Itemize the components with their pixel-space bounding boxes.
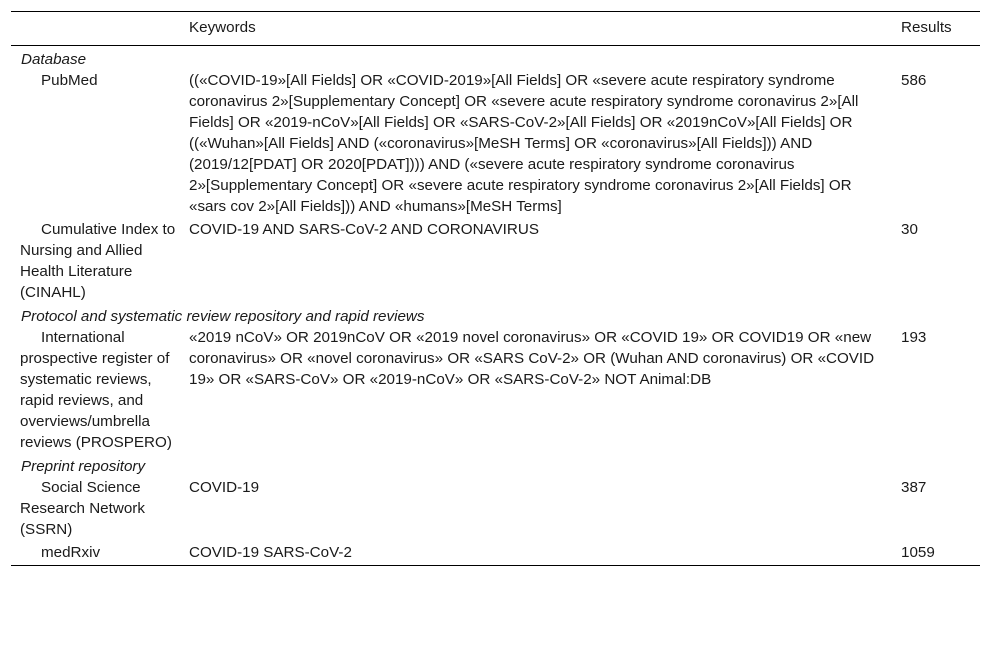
- table-header: [11, 12, 980, 46]
- keywords-cell: «2019 nCoV» OR 2019nCoV OR «2019 novel coronavirus» OR «COVID 19» OR COVID19 OR «new coronavirus» OR «novel coronavirus» OR «SARS CoV-2» OR (Wuhan AND coronavirus) OR «COVID 19» OR «SARS-CoV» OR «2019-nCoV» OR «SARS-CoV-2» NOT Animal:DB: [189, 329, 875, 388]
- results-cell: 586: [901, 72, 927, 89]
- table-row-cinahl: [11, 219, 980, 305]
- section-title: Database: [21, 51, 87, 68]
- search-strategy-table-container: [11, 11, 980, 566]
- keywords-cell: COVID-19 AND SARS-CoV-2 AND CORONAVIRUS: [189, 221, 539, 238]
- results-cell: 1059: [901, 542, 980, 566]
- results-cell: 387: [901, 479, 927, 496]
- source-cell: Cumulative Index to Nursing and Allied Health Literature (CINAHL): [20, 221, 176, 301]
- keywords-cell: COVID-19 SARS-CoV-2: [189, 542, 901, 566]
- table-body: [11, 46, 980, 566]
- header-keywords: Keywords: [189, 12, 901, 46]
- section-title: Protocol and systematic review repository and rapid reviews: [21, 308, 425, 325]
- header-results: Results: [901, 12, 980, 46]
- table-row-pubmed: [11, 70, 980, 219]
- header-row: [11, 12, 980, 46]
- section-row-database: [11, 46, 980, 71]
- keywords-cell: ((«COVID-19»[All Fields] OR «COVID-2019»[All Fields] OR «severe acute respiratory syndrome coronavirus 2»[Supplementary Concept] OR «severe acute respiratory syndrome coronavirus 2»[All Fields] OR «2019-nCoV»[All Fields] OR «SARS-CoV-2»[All Fields] OR «2019nCoV»[All Fields] OR ((«Wuhan»[All Fields] AND («coronavirus»[MeSH Terms] OR «coronavirus»[All Fields])) AND (2019/12[PDAT] OR 2020[PDAT]))) AND («severe acute respiratory syndrome coronavirus 2»[Supplementary Concept] OR «severe acute respiratory syndrome coronavirus 2»[All Fields] OR «sars cov 2»[All Fields])) AND «humans»[MeSH Terms]: [189, 72, 859, 215]
- source-cell: medRxiv: [11, 542, 189, 566]
- section-row-preprint: [11, 455, 980, 477]
- keywords-cell: COVID-19: [189, 479, 260, 496]
- header-source: [11, 12, 189, 46]
- source-cell: Social Science Research Network (SSRN): [20, 479, 145, 538]
- table-row-prospero: [11, 327, 980, 455]
- source-cell: International prospective register of systematic reviews, rapid reviews, and overviews/umbrella reviews (PROSPERO): [20, 329, 172, 451]
- results-cell: 30: [901, 221, 918, 238]
- table-row-medrxiv: [11, 542, 980, 566]
- search-strategy-table: [11, 11, 980, 566]
- source-cell: PubMed: [41, 72, 98, 89]
- section-title: Preprint repository: [21, 458, 146, 475]
- table-row-ssrn: [11, 477, 980, 542]
- section-row-protocol: [11, 305, 980, 327]
- results-cell: 193: [901, 329, 927, 346]
